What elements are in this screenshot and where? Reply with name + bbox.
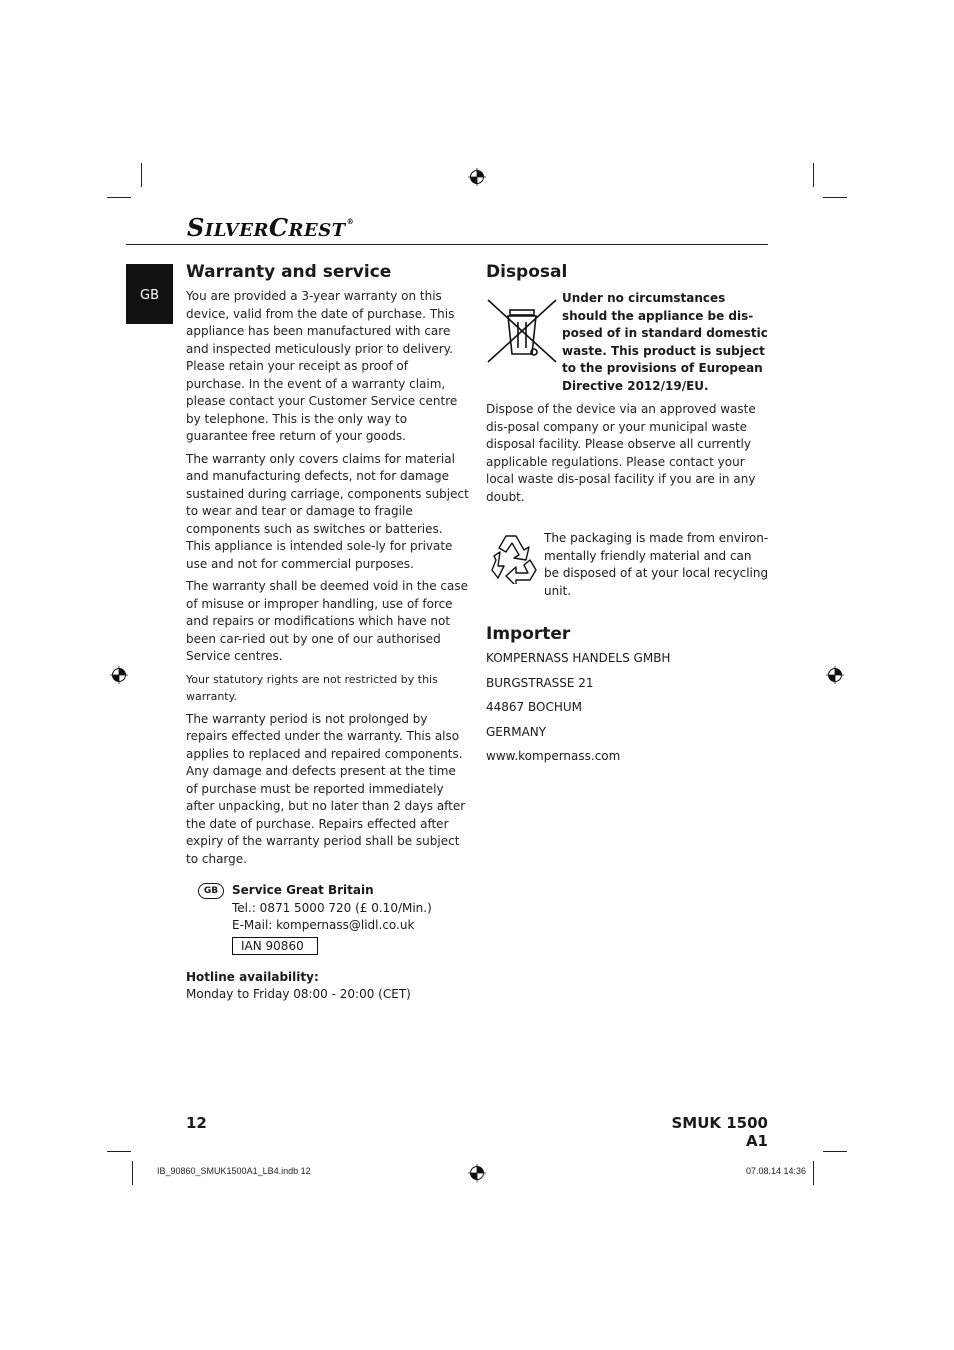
- importer-line: 44867 BOCHUM: [486, 700, 582, 714]
- crop-mark: [813, 163, 814, 187]
- hotline: [186, 969, 470, 1004]
- disposal-warning: [486, 290, 770, 395]
- disposal-text: Dispose of the device via an approved waste dis-posal company or your municipal waste disposal facility. Please observe all currently applicable regulations. Please contact your local waste dis-posal facility if you are in any doubt.: [486, 402, 756, 504]
- header-rule: [126, 244, 768, 245]
- file-info: IB_90860_SMUK1500A1_LB4.indb 12: [157, 1166, 311, 1176]
- crop-mark: [107, 1151, 131, 1152]
- crop-mark: [141, 163, 142, 187]
- recycling-icon: [486, 530, 540, 584]
- warranty-paragraph: Your statutory rights are not restricted by this warranty.: [186, 672, 438, 703]
- warranty-paragraph: The warranty only covers claims for material and manufacturing defects, not for damage sustained during carriage, components subject to wear and tear or damage to fragile components such as switches or batteries. This appliance is intended sole-ly for private use and not for commercial purposes.: [186, 451, 469, 571]
- recycling-note: [486, 530, 770, 600]
- language-tab: [126, 264, 173, 324]
- warranty-paragraph: You are provided a 3-year warranty on this device, valid from the date of purchase. This appliance has been manufactured with care and inspected meticulously prior to delivery. Please retain your receipt as proof of purchase. In the event of a warranty claim, please contact your Customer Service centre by telephone. This is the only way to guarantee free return of your goods.: [186, 289, 458, 443]
- crop-mark: [823, 197, 847, 198]
- language-tab-label: GB: [140, 288, 159, 303]
- service-tel: Tel.: 0871 5000 720 (£ 0.10/Min.): [232, 900, 432, 915]
- warranty-title: Warranty and service: [186, 262, 392, 282]
- model-number: SMUK 1500 A1: [671, 1114, 768, 1150]
- service-contact: [198, 882, 470, 955]
- crop-mark: [823, 1151, 847, 1152]
- service-email: E-Mail: kompernass@lidl.co.uk: [232, 918, 415, 932]
- registration-mark-icon: [110, 666, 128, 684]
- hotline-label: Hotline availability:: [186, 969, 319, 984]
- disposal-section: [486, 262, 770, 773]
- importer-line: GERMANY: [486, 724, 547, 739]
- importer-title: Importer: [486, 624, 571, 644]
- hotline-hours: Monday to Friday 08:00 - 20:00 (CET): [186, 987, 411, 1001]
- importer-line: BURGSTRASSE 21: [486, 675, 594, 690]
- brand-logo: SILVERCREST®: [187, 213, 355, 242]
- recycling-text: The packaging is made from environ-mentally friendly material and can be disposed of at your local recycling unit.: [544, 531, 769, 598]
- country-badge: GB: [198, 883, 224, 899]
- disposal-title: Disposal: [486, 262, 568, 282]
- crop-mark: [107, 197, 131, 198]
- importer-website: www.kompernass.com: [486, 749, 621, 763]
- service-title: Service Great Britain: [232, 883, 374, 897]
- warranty-paragraph: The warranty shall be deemed void in the case of misuse or improper handling, use of force and repairs or modifications which have not been car-ried out by one of our authorised Service centres.: [186, 579, 468, 663]
- importer-line: KOMPERNASS HANDELS GMBH: [486, 651, 671, 665]
- page-number: 12: [186, 1114, 207, 1132]
- print-date: 07.08.14 14:36: [745, 1166, 806, 1176]
- registration-mark-icon: [826, 666, 844, 684]
- warranty-section: [186, 262, 470, 1004]
- crop-mark: [813, 1161, 814, 1185]
- registration-mark-icon: [468, 1164, 486, 1182]
- warranty-paragraph: The warranty period is not prolonged by repairs effected under the warranty. This also applies to replaced and repaired components. Any damage and defects present at the time of purchase must be reported immediately after unpacking, but no later than 2 days after the date of purchase. Repairs effected after expiry of the warranty period shall be subject to charge.: [186, 711, 466, 866]
- disposal-warning-text: Under no circumstances should the appliance be dis-posed of in standard domestic waste. This product is subject to the provisions of European Directive 2012/19/EU.: [562, 291, 768, 393]
- crossed-bin-icon: [486, 296, 558, 368]
- crop-mark: [132, 1161, 133, 1185]
- registration-mark-icon: [468, 168, 486, 186]
- ian-number: IAN 90860: [232, 937, 318, 955]
